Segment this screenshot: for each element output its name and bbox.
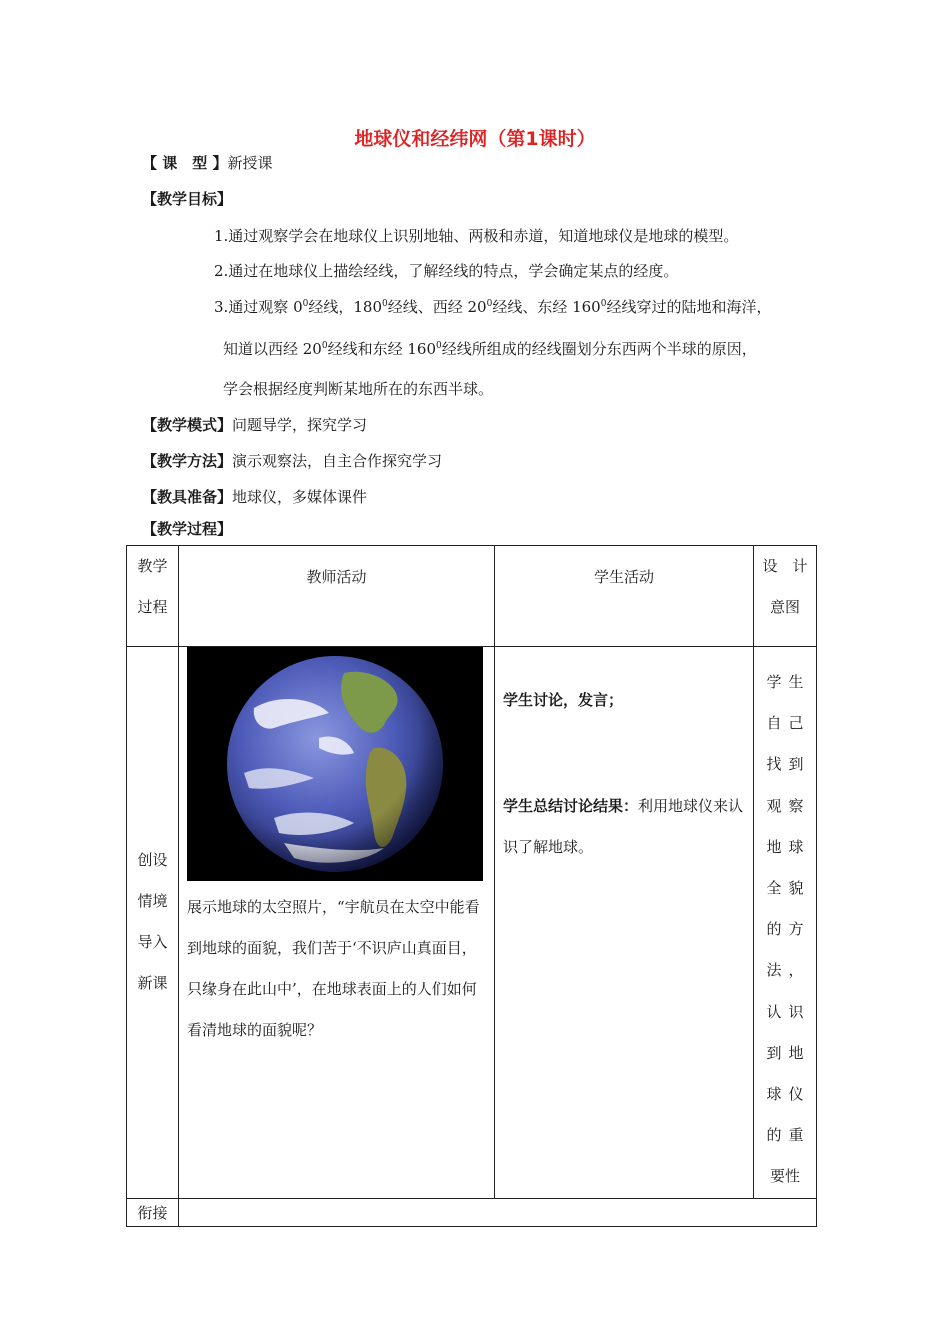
mode-line xyxy=(142,414,367,435)
process-label: 【教学过程】 xyxy=(142,520,233,538)
student-summary: 学生总结讨论结果：利用地球仪来认识了解地球。 xyxy=(503,797,744,856)
objective-2: 2.通过在地球仪上描绘经线，了解经线的特点，学会确定某点的经度。 xyxy=(214,262,679,280)
mode-value: 问题导学，探究学习 xyxy=(232,416,368,434)
student-cell xyxy=(495,647,754,1199)
method-value: 演示观察法，自主合作探究学习 xyxy=(232,452,443,470)
teacher-cell xyxy=(179,647,495,1199)
header-stage: 教学 过程 xyxy=(127,546,179,647)
method-line xyxy=(142,450,442,471)
design-intent-text: 学 生 自 己 找 到 观 察 地 球 全 貌 的 方 法 ， 认 识 到 地 球 仪 的 重 要性 xyxy=(766,673,804,1186)
mode-label: 【教学模式】 xyxy=(142,416,233,434)
header-student: 学生活动 xyxy=(495,546,754,647)
teacher-activity-text: 展示地球的太空照片，“宇航员在太空中能看到地球的面貌，我们苦于‘不识庐山真面目，只缘身在此山中’，在地球表面上的人们如何看清地球的面貌呢？ xyxy=(187,898,480,1039)
objective-1: 1.通过观察学会在地球仪上识别地轴、两极和赤道，知道地球仪是地球的模型。 xyxy=(214,227,739,245)
header-design: 设 计 意图 xyxy=(754,546,817,647)
lesson-type-line xyxy=(142,152,272,173)
transition-content-cell xyxy=(179,1198,817,1226)
lesson-type-value: 新授课 xyxy=(227,154,273,172)
method-label: 【教学方法】 xyxy=(142,452,233,470)
student-discuss: 学生讨论，发言； xyxy=(503,691,624,709)
page-title: 地球仪和经纬网（第1课时） xyxy=(354,128,596,150)
objective-3-line-3: 学会根据经度判断某地所在的东西半球。 xyxy=(223,380,494,398)
design-cell xyxy=(754,647,817,1199)
objective-3-line-2: 知道以西经 $20^0$经线和东经 $160^0$经线所组成的经线圈划分东西两个半球的原因， xyxy=(223,340,757,358)
tools-label: 【教具准备】 xyxy=(142,488,233,506)
stage-cell: 创设 情境 导入 新课 xyxy=(127,647,179,1199)
table-row xyxy=(127,647,817,1199)
earth-photo xyxy=(187,647,483,881)
transition-stage-cell: 衔接 xyxy=(127,1198,179,1226)
table-row-transition xyxy=(127,1198,817,1226)
header-teacher: 教师活动 xyxy=(179,546,495,647)
tools-value: 地球仪，多媒体课件 xyxy=(232,488,368,506)
earth-globe-image xyxy=(224,653,446,875)
lesson-type-label: 【 课 型 】 xyxy=(142,154,228,172)
tools-line xyxy=(142,486,367,507)
objectives-label: 【教学目标】 xyxy=(142,190,233,208)
table-header-row xyxy=(127,546,817,647)
process-table xyxy=(126,545,817,1227)
objective-3-line-1: 3.通过观察 $0^0$经线，$180^0$经线、西经 $20^0$经线、东经 $160^0$经线穿过的陆地和海洋， xyxy=(214,298,772,316)
